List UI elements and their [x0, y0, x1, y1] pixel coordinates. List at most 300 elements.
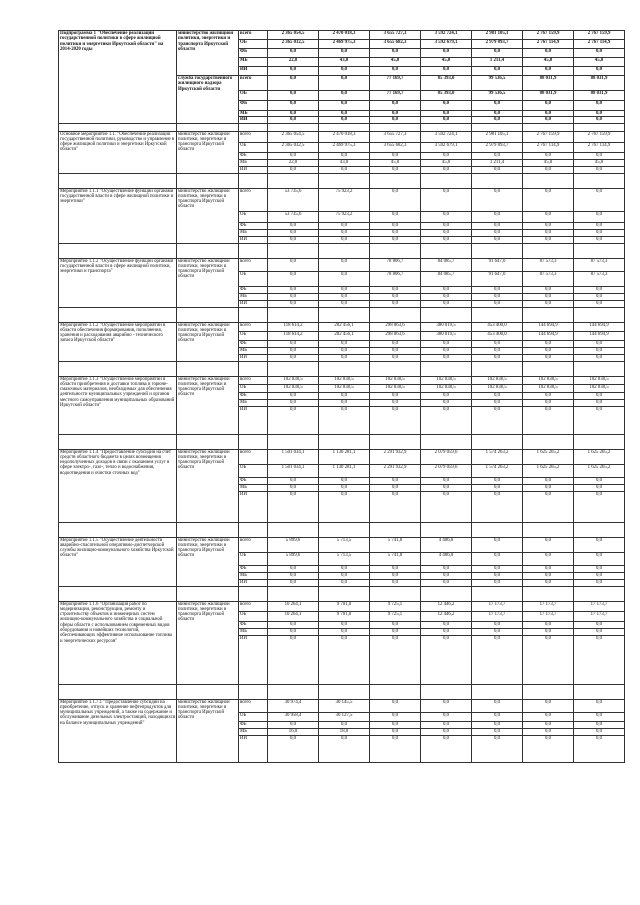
spacer-cell	[472, 586, 523, 601]
amount-cell: 0,0	[523, 628, 574, 635]
spacer-cell	[370, 434, 421, 449]
amount-cell: 0,0	[268, 222, 319, 229]
amount-cell: 0,0	[319, 152, 370, 159]
amount-cell: 0,0	[370, 300, 421, 307]
amount-cell: 0,0	[421, 101, 472, 111]
amount-cell: 0,0	[370, 735, 421, 762]
amount-cell: 0,0	[523, 621, 574, 628]
spacer-row	[59, 173, 625, 188]
funding-source-cell: ОБ	[239, 40, 268, 49]
amount-cell: 5 741,8	[370, 537, 421, 552]
amount-cell: 102 838,5	[268, 376, 319, 384]
amount-cell: 0,0	[268, 572, 319, 579]
amount-cell: 17 173,7	[472, 601, 523, 611]
amount-cell: 0,0	[370, 579, 421, 586]
amount-cell: 0,0	[523, 67, 574, 76]
amount-cell: 17 173,7	[523, 601, 574, 611]
amount-cell: 5 741,8	[370, 552, 421, 565]
funding-source-cell: ФБ	[239, 222, 268, 229]
spacer-cell	[523, 173, 574, 188]
amount-cell: 144 694,9	[523, 331, 574, 340]
funding-source-cell: ОБ	[239, 611, 268, 621]
amount-cell: 0,0	[370, 188, 421, 211]
amount-cell: 0,0	[268, 340, 319, 347]
amount-cell: 0,0	[472, 735, 523, 762]
amount-cell: 0,0	[370, 399, 421, 406]
amount-cell: 0,0	[319, 222, 370, 229]
amount-cell: 18,0	[319, 728, 370, 735]
amount-cell: 0,0	[523, 188, 574, 211]
amount-cell: 0,0	[574, 300, 625, 307]
spacer-row	[59, 434, 625, 449]
amount-cell: 0,0	[523, 49, 574, 58]
amount-cell: 45,0	[421, 58, 472, 67]
amount-cell: 77 169,7	[370, 76, 421, 91]
amount-cell: 17 173,7	[574, 611, 625, 621]
amount-cell: 87 573,3	[523, 258, 574, 271]
amount-cell: 0,0	[472, 491, 523, 522]
spacer-cell	[59, 361, 177, 376]
amount-cell: 0,0	[421, 721, 472, 728]
amount-cell: 0,0	[319, 735, 370, 762]
spacer-cell	[319, 434, 370, 449]
spacer-cell	[177, 522, 239, 537]
amount-cell: 45,0	[370, 58, 421, 67]
amount-cell: 0,0	[319, 229, 370, 236]
amount-cell: 4 406,0	[421, 552, 472, 565]
spacer-cell	[59, 684, 177, 699]
amount-cell: 5 713,5	[319, 552, 370, 565]
amount-cell: 0,0	[268, 347, 319, 354]
spacer-cell	[59, 307, 177, 322]
amount-cell: 0,0	[472, 236, 523, 243]
amount-cell: 0,0	[523, 579, 574, 586]
amount-cell: 0,0	[574, 621, 625, 628]
amount-cell: 45,0	[523, 159, 574, 166]
amount-cell: 0,0	[421, 111, 472, 117]
amount-cell: 0,0	[421, 392, 472, 399]
amount-cell: 0,0	[472, 300, 523, 307]
amount-cell: 0,0	[574, 293, 625, 300]
spacer-cell	[574, 434, 625, 449]
spacer-cell	[319, 243, 370, 258]
amount-cell: 0,0	[421, 491, 472, 522]
program-name-cell: Мероприятие 1.1.6 "Организация работ по модернизации, реконструкции, ремонту и строительству объектов и инженерных систем жилищно-коммунального хозяйства и социальной сферы области с использованием современных видов оборудования и новейших технологий, обеспечивающих эффективное использование топлива и энергетических ресурсов"	[59, 601, 177, 684]
amount-cell: 0,0	[370, 406, 421, 434]
spacer-cell	[268, 586, 319, 601]
amount-cell: 17 173,7	[574, 601, 625, 611]
amount-cell: 2 767 114,9	[523, 40, 574, 49]
funding-source-cell: МБ	[239, 628, 268, 635]
amount-cell: 0,0	[319, 293, 370, 300]
program-name-cell: Основное мероприятие 1.1. "Обеспечение реализации государственной политики, руководство и управление в сфере жилищной политики и энергетики Иркутской области"	[59, 131, 177, 173]
funding-source-cell: ИИ	[239, 166, 268, 173]
amount-cell: 0,0	[523, 222, 574, 229]
amount-cell: 0,0	[523, 635, 574, 684]
spacer-cell	[574, 522, 625, 537]
amount-cell: 0,0	[370, 628, 421, 635]
funding-source-cell: ОБ	[239, 211, 268, 222]
amount-cell: 0,0	[472, 67, 523, 76]
amount-cell: 9 725,1	[370, 601, 421, 611]
amount-cell: 2 470 018,3	[319, 31, 370, 40]
amount-cell: 2 079 059,6	[421, 464, 472, 477]
amount-cell: 10 264,1	[268, 611, 319, 621]
amount-cell: 0,0	[574, 286, 625, 293]
table-row	[59, 31, 625, 40]
amount-cell: 2 767 114,9	[574, 40, 625, 49]
amount-cell: 1 130 281,1	[319, 464, 370, 477]
amount-cell: 0,0	[370, 117, 421, 123]
amount-cell: 0,0	[421, 286, 472, 293]
amount-cell: 0,0	[319, 236, 370, 243]
executor-cell: министерство жилищной политики, энергетики и транспорта Иркутской области	[177, 376, 239, 434]
amount-cell: 0,0	[472, 621, 523, 628]
amount-cell: 0,0	[421, 628, 472, 635]
executor-cell: министерство жилищной политики, энергетики и транспорта Иркутской области	[177, 537, 239, 586]
amount-cell: 0,0	[523, 699, 574, 712]
funding-source-cell: всего	[239, 322, 268, 331]
program-name-cell: Мероприятие 1.1.2 "Осуществление мероприятий в области обеспечения формирования, пополнения, хранения и расходования аварийно - технического запаса Иркутской области"	[59, 322, 177, 361]
amount-cell: 0,0	[268, 621, 319, 628]
amount-cell: 0,0	[421, 735, 472, 762]
spacer-cell	[59, 173, 177, 188]
spacer-cell	[239, 522, 268, 537]
amount-cell: 0,0	[472, 399, 523, 406]
amount-cell: 282 456,1	[319, 331, 370, 340]
amount-cell: 2 365 054,5	[268, 131, 319, 142]
amount-cell: 0,0	[421, 67, 472, 76]
spacer-cell	[319, 586, 370, 601]
amount-cell: 144 694,9	[574, 322, 625, 331]
spacer-cell	[177, 173, 239, 188]
amount-cell: 0,0	[523, 728, 574, 735]
amount-cell: 0,0	[370, 293, 421, 300]
amount-cell: 2 079 059,6	[421, 449, 472, 464]
amount-cell: 0,0	[268, 166, 319, 173]
amount-cell: 102 838,5	[421, 376, 472, 384]
amount-cell: 0,0	[421, 406, 472, 434]
funding-source-cell: МБ	[239, 293, 268, 300]
table-row	[59, 601, 625, 611]
spacer-cell	[370, 173, 421, 188]
amount-cell: 2 767 159,9	[523, 31, 574, 40]
funding-source-cell: МБ	[239, 229, 268, 236]
funding-source-cell: ФБ	[239, 721, 268, 728]
amount-cell: 2 767 159,9	[523, 131, 574, 142]
spacer-cell	[239, 243, 268, 258]
amount-cell: 0,0	[574, 211, 625, 222]
amount-cell: 0,0	[574, 222, 625, 229]
amount-cell: 4 406,0	[421, 537, 472, 552]
amount-cell: 1 574 263,2	[472, 464, 523, 477]
spacer-cell	[239, 586, 268, 601]
funding-source-cell: ФБ	[239, 565, 268, 572]
amount-cell: 0,0	[319, 635, 370, 684]
amount-cell: 0,0	[319, 67, 370, 76]
amount-cell: 0,0	[574, 712, 625, 721]
amount-cell: 0,0	[574, 101, 625, 111]
table-row	[59, 699, 625, 712]
amount-cell: 0,0	[472, 188, 523, 211]
amount-cell: 91 647,0	[472, 271, 523, 286]
amount-cell: 0,0	[268, 735, 319, 762]
amount-cell: 0,0	[268, 406, 319, 434]
amount-cell: 0,0	[574, 166, 625, 173]
amount-cell: 22,0	[268, 58, 319, 67]
amount-cell: 0,0	[574, 628, 625, 635]
amount-cell: 380 019,5	[421, 331, 472, 340]
amount-cell: 3 592 679,1	[421, 40, 472, 49]
amount-cell: 88 031,9	[523, 76, 574, 91]
amount-cell: 0,0	[421, 49, 472, 58]
spacer-row	[59, 243, 625, 258]
amount-cell: 1 130 281,1	[319, 449, 370, 464]
amount-cell: 0,0	[319, 354, 370, 361]
amount-cell: 0,0	[472, 572, 523, 579]
amount-cell: 0,0	[319, 286, 370, 293]
amount-cell: 85 393,0	[421, 76, 472, 91]
amount-cell: 0,0	[421, 340, 472, 347]
funding-source-cell: МБ	[239, 111, 268, 117]
amount-cell: 78 806,7	[370, 271, 421, 286]
amount-cell: 0,0	[574, 49, 625, 58]
executor-cell: министерство жилищной политики, энергетики и транспорта Иркутской области	[177, 601, 239, 684]
amount-cell: 118 614,2	[268, 322, 319, 331]
spacer-cell	[523, 522, 574, 537]
funding-source-cell: всего	[239, 188, 268, 211]
amount-cell: 2 979 893,7	[472, 142, 523, 152]
amount-cell: 0,0	[268, 579, 319, 586]
amount-cell: 0,0	[523, 286, 574, 293]
spacer-cell	[319, 307, 370, 322]
amount-cell: 84 085,7	[421, 271, 472, 286]
amount-cell: 118 614,2	[268, 331, 319, 340]
amount-cell: 0,0	[523, 552, 574, 565]
amount-cell: 2 365 054,5	[268, 31, 319, 40]
amount-cell: 0,0	[523, 477, 574, 484]
funding-source-cell: ИИ	[239, 579, 268, 586]
amount-cell: 0,0	[523, 572, 574, 579]
amount-cell: 0,0	[574, 491, 625, 522]
spacer-cell	[472, 307, 523, 322]
amount-cell: 2 365 032,5	[268, 142, 319, 152]
executor-cell: министерство жилищной политики, энергетики и транспорта Иркутской области	[177, 449, 239, 522]
funding-source-cell: ИИ	[239, 300, 268, 307]
amount-cell: 12 446,2	[421, 601, 472, 611]
spacer-cell	[421, 434, 472, 449]
funding-source-cell: ФБ	[239, 621, 268, 628]
amount-cell: 45,0	[574, 159, 625, 166]
spacer-cell	[472, 243, 523, 258]
executor-cell: министерство жилищной политики, энергетики и транспорта Иркутской области	[177, 31, 239, 76]
amount-cell: 0,0	[370, 699, 421, 712]
amount-cell: 0,0	[523, 211, 574, 222]
amount-cell: 0,0	[268, 635, 319, 684]
spacer-cell	[523, 586, 574, 601]
spacer-row	[59, 586, 625, 601]
amount-cell: 102 838,5	[370, 376, 421, 384]
table-row	[59, 188, 625, 211]
spacer-cell	[523, 684, 574, 699]
amount-cell: 0,0	[574, 735, 625, 762]
amount-cell: 0,0	[523, 101, 574, 111]
amount-cell: 0,0	[370, 222, 421, 229]
amount-cell: 102 838,5	[268, 384, 319, 392]
amount-cell: 0,0	[268, 484, 319, 491]
amount-cell: 0,0	[472, 286, 523, 293]
spacer-cell	[472, 123, 523, 131]
spacer-cell	[472, 434, 523, 449]
amount-cell: 0,0	[574, 117, 625, 123]
amount-cell: 102 838,5	[319, 384, 370, 392]
amount-cell: 102 838,5	[523, 376, 574, 384]
amount-cell: 0,0	[268, 91, 319, 101]
amount-cell: 0,0	[523, 166, 574, 173]
funding-source-cell: всего	[239, 699, 268, 712]
amount-cell: 0,0	[421, 236, 472, 243]
spacer-cell	[421, 586, 472, 601]
funding-source-cell: всего	[239, 131, 268, 142]
amount-cell: 10 264,1	[268, 601, 319, 611]
amount-cell: 0,0	[268, 392, 319, 399]
amount-cell: 5 899,6	[268, 537, 319, 552]
amount-cell: 3 655 682,3	[370, 40, 421, 49]
amount-cell: 0,0	[574, 565, 625, 572]
amount-cell: 0,0	[523, 491, 574, 522]
funding-source-cell: ИИ	[239, 635, 268, 684]
amount-cell: 1 625 265,2	[574, 449, 625, 464]
amount-cell: 0,0	[574, 67, 625, 76]
amount-cell: 0,0	[472, 484, 523, 491]
spacer-cell	[421, 307, 472, 322]
amount-cell: 0,0	[472, 699, 523, 712]
amount-cell: 0,0	[268, 721, 319, 728]
amount-cell: 0,0	[268, 229, 319, 236]
amount-cell: 0,0	[268, 152, 319, 159]
spacer-cell	[370, 123, 421, 131]
amount-cell: 102 838,5	[574, 376, 625, 384]
amount-cell: 17 173,7	[523, 611, 574, 621]
amount-cell: 5 899,6	[268, 552, 319, 565]
funding-source-cell: МБ	[239, 399, 268, 406]
spacer-cell	[370, 522, 421, 537]
funding-source-cell: ФБ	[239, 340, 268, 347]
amount-cell: 1 625 265,2	[523, 449, 574, 464]
amount-cell: 99 536,5	[472, 91, 523, 101]
amount-cell: 30 958,4	[268, 712, 319, 721]
amount-cell: 43,0	[319, 159, 370, 166]
amount-cell: 380 019,5	[421, 322, 472, 331]
amount-cell: 0,0	[472, 565, 523, 572]
spacer-cell	[59, 243, 177, 258]
funding-source-cell: ОБ	[239, 271, 268, 286]
spacer-cell	[177, 243, 239, 258]
amount-cell: 0,0	[523, 347, 574, 354]
amount-cell: 0,0	[421, 579, 472, 586]
amount-cell: 0,0	[319, 300, 370, 307]
amount-cell: 88 031,9	[574, 76, 625, 91]
funding-source-cell: всего	[239, 31, 268, 40]
amount-cell: 0,0	[319, 166, 370, 173]
amount-cell: 0,0	[472, 579, 523, 586]
amount-cell: 102 838,5	[523, 384, 574, 392]
amount-cell: 1 211,4	[472, 58, 523, 67]
amount-cell: 0,0	[268, 354, 319, 361]
amount-cell: 2 767 159,9	[574, 31, 625, 40]
amount-cell: 3 592 724,1	[421, 31, 472, 40]
funding-source-cell: ФБ	[239, 477, 268, 484]
spacer-cell	[239, 434, 268, 449]
amount-cell: 0,0	[574, 635, 625, 684]
amount-cell: 0,0	[421, 229, 472, 236]
amount-cell: 0,0	[370, 728, 421, 735]
table-row	[59, 131, 625, 142]
amount-cell: 0,0	[268, 565, 319, 572]
amount-cell: 0,0	[268, 399, 319, 406]
spacer-row	[59, 361, 625, 376]
funding-source-cell: всего	[239, 601, 268, 611]
amount-cell: 0,0	[472, 222, 523, 229]
amount-cell: 0,0	[523, 537, 574, 552]
amount-cell: 3 592 724,1	[421, 131, 472, 142]
spacer-cell	[239, 361, 268, 376]
amount-cell: 0,0	[523, 111, 574, 117]
spacer-row	[59, 307, 625, 322]
amount-cell: 85 393,0	[421, 91, 472, 101]
spacer-cell	[523, 307, 574, 322]
spacer-cell	[177, 307, 239, 322]
amount-cell: 0,0	[268, 101, 319, 111]
amount-cell: 2 470 018,3	[319, 131, 370, 142]
amount-cell: 0,0	[370, 572, 421, 579]
amount-cell: 0,0	[472, 635, 523, 684]
amount-cell: 88 031,9	[574, 91, 625, 101]
table-row	[59, 322, 625, 331]
funding-source-cell: всего	[239, 449, 268, 464]
amount-cell: 0,0	[421, 484, 472, 491]
amount-cell: 0,0	[472, 340, 523, 347]
spacer-row	[59, 684, 625, 699]
amount-cell: 0,0	[319, 621, 370, 628]
funding-source-cell: ИИ	[239, 491, 268, 522]
amount-cell: 0,0	[421, 477, 472, 484]
amount-cell: 0,0	[574, 188, 625, 211]
amount-cell: 0,0	[319, 392, 370, 399]
spacer-cell	[472, 361, 523, 376]
amount-cell: 0,0	[472, 166, 523, 173]
amount-cell: 0,0	[370, 354, 421, 361]
spacer-cell	[59, 586, 177, 601]
amount-cell: 144 694,9	[523, 322, 574, 331]
spacer-cell	[421, 522, 472, 537]
amount-cell: 0,0	[523, 735, 574, 762]
amount-cell: 2 767 114,9	[523, 142, 574, 152]
funding-source-cell: всего	[239, 537, 268, 552]
amount-cell: 0,0	[319, 347, 370, 354]
spacer-cell	[370, 361, 421, 376]
amount-cell: 3 592 679,1	[421, 142, 472, 152]
amount-cell: 2 979 893,7	[472, 40, 523, 49]
amount-cell: 102 838,5	[472, 376, 523, 384]
amount-cell: 0,0	[472, 552, 523, 565]
amount-cell: 0,0	[472, 712, 523, 721]
funding-source-cell: ФБ	[239, 49, 268, 58]
amount-cell: 0,0	[472, 537, 523, 552]
amount-cell: 9 725,1	[370, 611, 421, 621]
spacer-cell	[239, 173, 268, 188]
spacer-cell	[268, 123, 319, 131]
